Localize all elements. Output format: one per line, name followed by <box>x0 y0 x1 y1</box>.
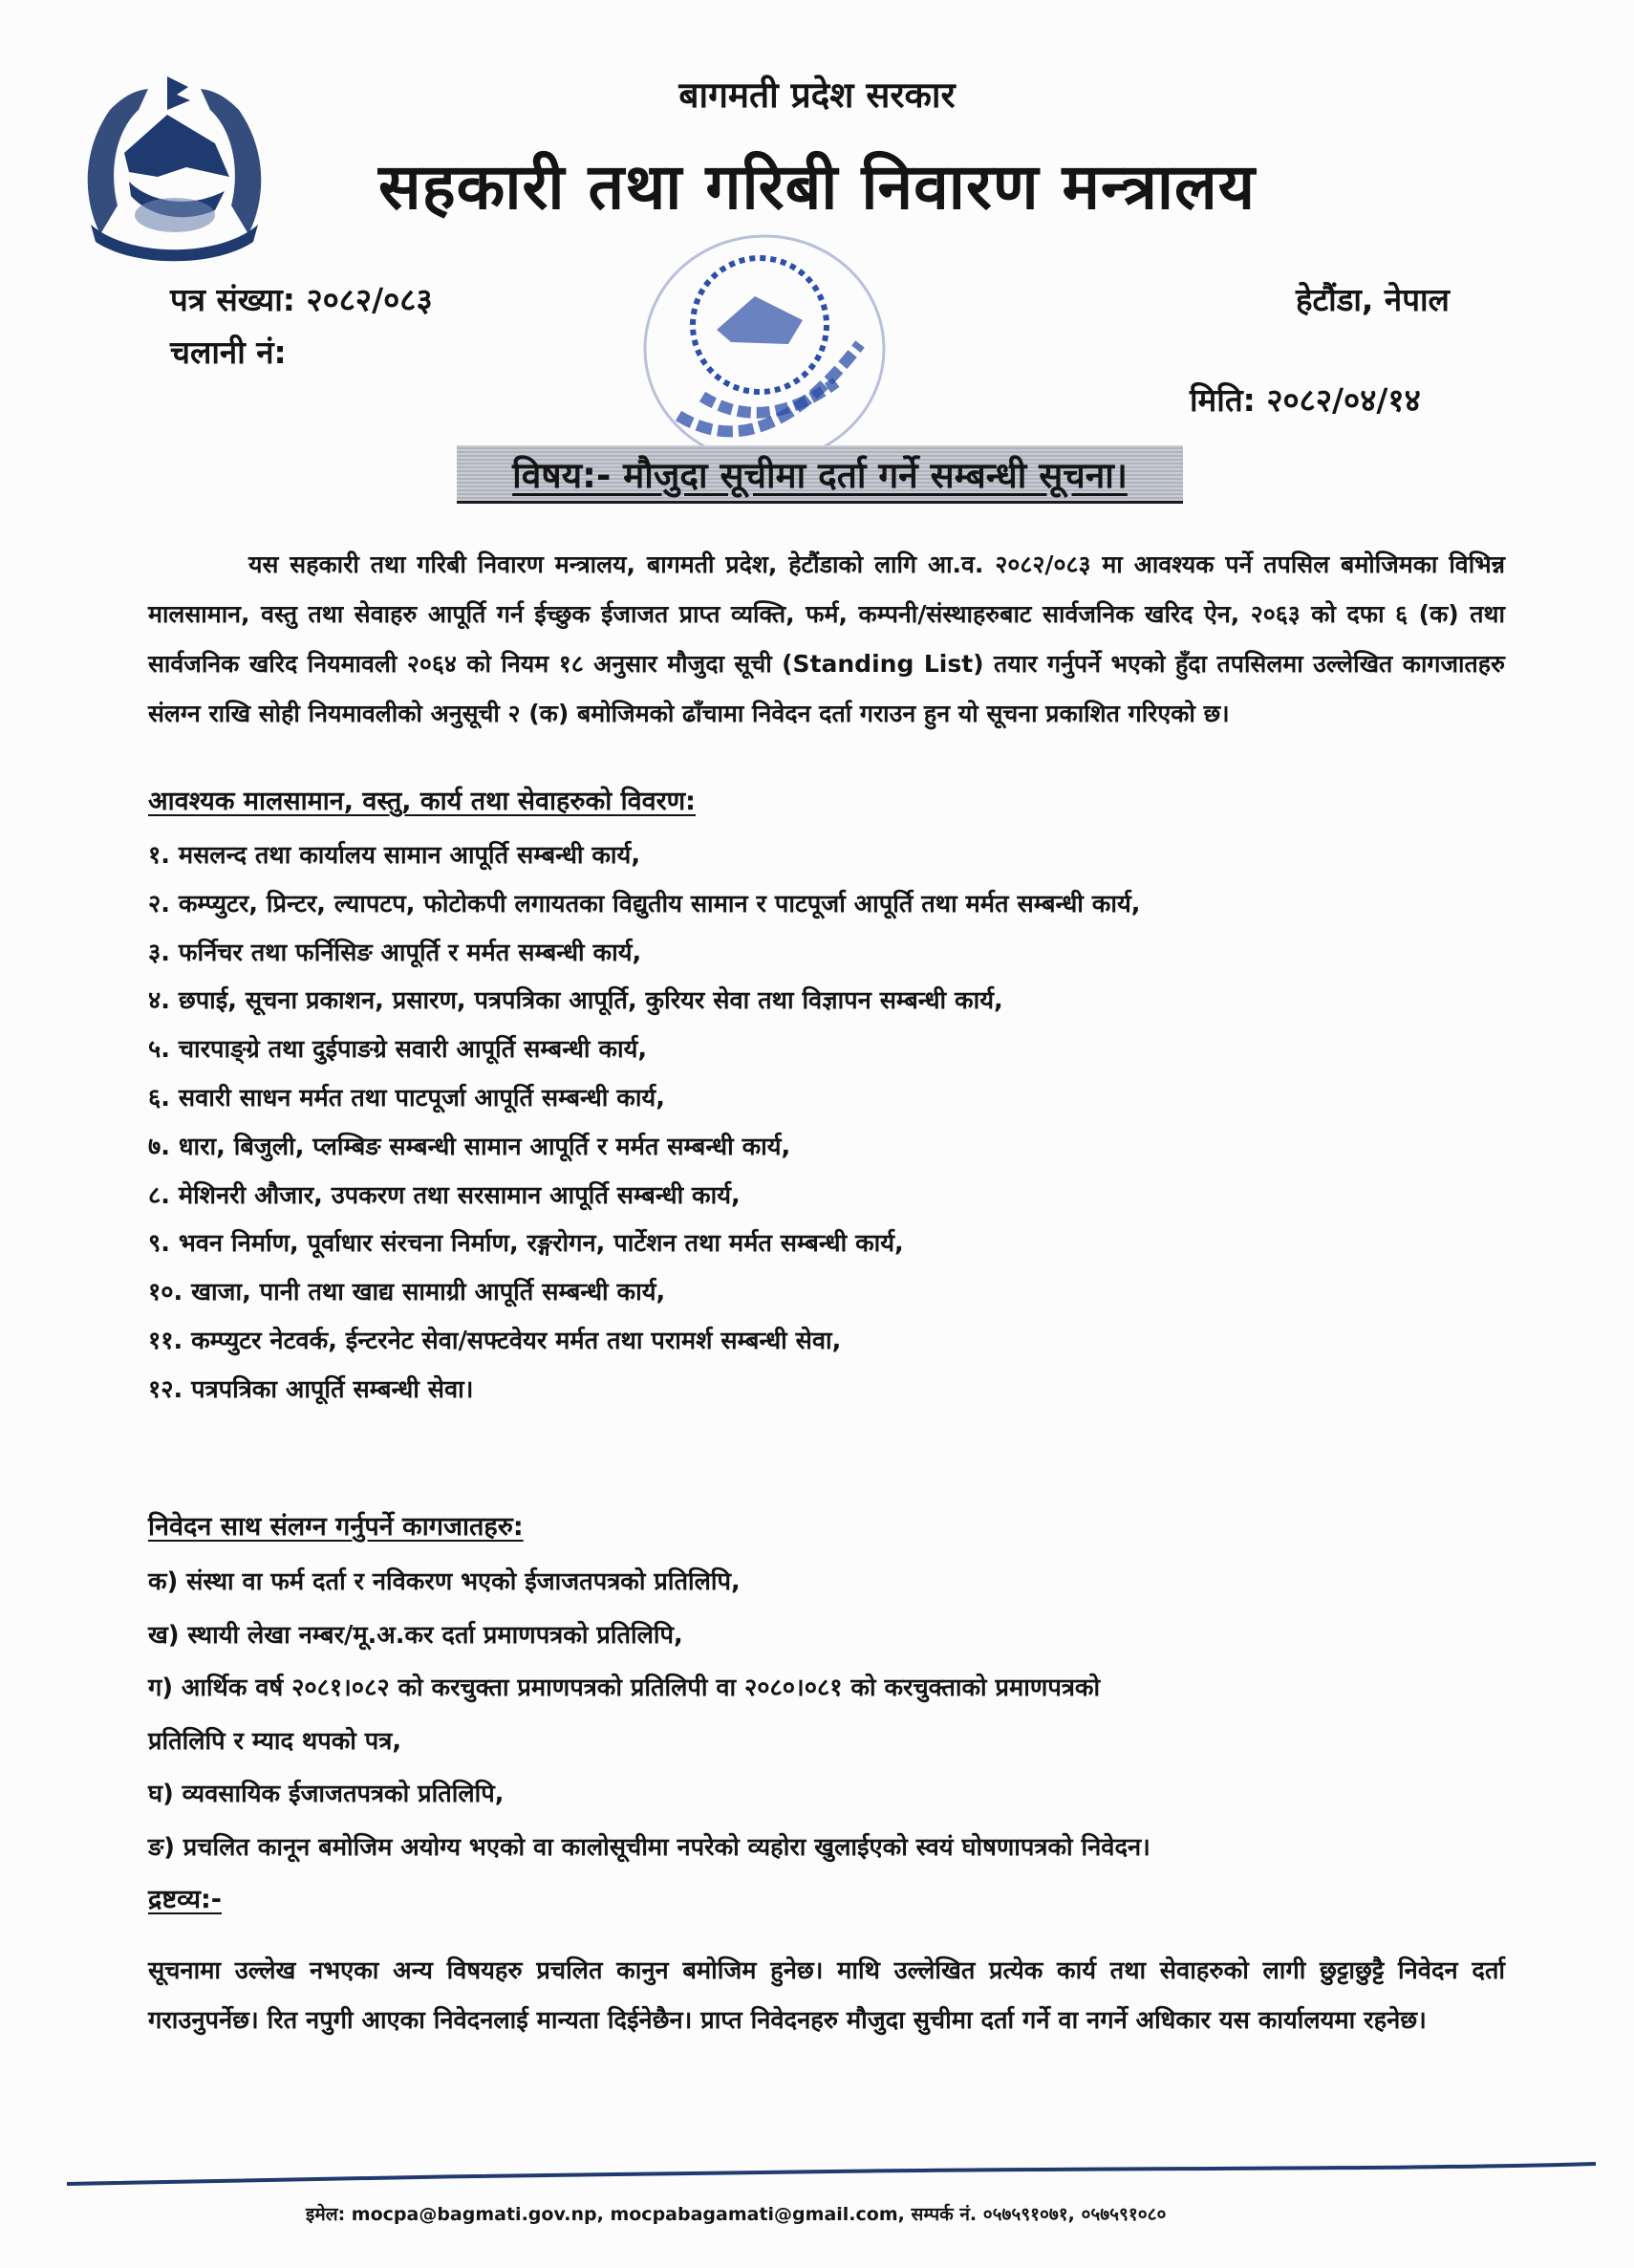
phone-numbers: ०५७५९१०७१, ०५७५९१०८० <box>982 2204 1167 2225</box>
note-heading: द्रष्टव्य:- <box>148 1885 223 1914</box>
documents-heading: निवेदन साथ संलग्न गर्नुपर्ने कागजातहरु: <box>148 1512 524 1542</box>
ministry-name: सहकारी तथा गरिबी निवारण मन्त्रालय <box>377 150 1257 224</box>
footer-contact <box>306 2201 1166 2226</box>
government-name: बागमती प्रदेश सरकार <box>678 75 956 116</box>
office-stamp-icon <box>635 229 893 468</box>
list-item: क) संस्था वा फर्म दर्ता र नविकरण भएको ईजाजतपत्रको प्रतिलिपि, <box>148 1567 741 1596</box>
list-item: ११. कम्प्युटर नेटवर्क, ईन्टरनेट सेवा/सफ्टवेयर मर्मत तथा परामर्श सम्बन्धी सेवा, <box>148 1326 842 1355</box>
list-item: ३. फर्निचर तथा फर्निसिङ आपूर्ति र मर्मत सम्बन्धी कार्य, <box>148 938 642 967</box>
services-heading: आवश्यक मालसामान, वस्तु, कार्य तथा सेवाहरुको विवरण: <box>148 787 696 816</box>
dispatch-number-label: चलानी नं: <box>170 334 287 371</box>
date-value: २०८२/०४/१४ <box>1266 381 1421 419</box>
list-item: ख) स्थायी लेखा नम्बर/मू.अ.कर दर्ता प्रमाणपत्रको प्रतिलिपि, <box>148 1620 683 1650</box>
list-item: ४. छपाई, सूचना प्रकाशन, प्रसारण, पत्रपत्रिका आपूर्ति, कुरियर सेवा तथा विज्ञापन सम्बन्धी कार्य, <box>148 986 1003 1016</box>
email-addresses[interactable]: mocpa@bagmati.gov.np, mocpabagamati@gmail.com, <box>351 2204 905 2225</box>
list-item: ७. धारा, बिजुली, प्लम्बिङ सम्बन्धी सामान आपूर्ति र मर्मत सम्बन्धी कार्य, <box>148 1132 791 1161</box>
list-item: ८. मेशिनरी औजार, उपकरण तथा सरसामान आपूर्ति सम्बन्धी कार्य, <box>148 1180 741 1210</box>
list-item: ६. सवारी साधन मर्मत तथा पाटपूर्जा आपूर्ति सम्बन्धी कार्य, <box>148 1083 665 1112</box>
list-item: १०. खाजा, पानी तथा खाद्य सामाग्री आपूर्ति सम्बन्धी कार्य, <box>148 1278 666 1307</box>
footer-divider <box>67 2160 1596 2189</box>
letter-date <box>1190 378 1421 421</box>
list-item: ग) आर्थिक वर्ष २०८१।०८२ को करचुक्ता प्रमाणपत्रको प्रतिलिपी वा २०८०।०८१ को करचुक्ताको प्रमाणपत्रको <box>148 1674 1101 1702</box>
list-item: प्रतिलिपि र म्याद थपको पत्र, <box>148 1726 402 1756</box>
documents-list <box>148 1556 1524 1874</box>
letter-number-value: २०८२/०८३ <box>306 281 433 318</box>
services-list <box>148 832 1524 1415</box>
list-item: ङ) प्रचलित कानून बमोजिम अयोग्य भएको वा कालोसूचीमा नपरेको व्यहोरा खुलाईएको स्वयं घोषणापत्रको निवेदन। <box>148 1832 1150 1862</box>
list-item: २. कम्प्युटर, प्रिन्टर, ल्यापटप, फोटोकपी लगायतका विद्युतीय सामान र पाटपूर्जा आपूर्ति तथा मर्मत सम्बन्धी कार्य, <box>148 889 1141 918</box>
subject-line: विषय:- मौजुदा सूचीमा दर्ता गर्ने सम्बन्धी सूचना। <box>512 455 1128 496</box>
list-item: १. मसलन्द तथा कार्यालय सामान आपूर्ति सम्बन्धी कार्य, <box>148 841 641 870</box>
list-item: १२. पत्रपत्रिका आपूर्ति सम्बन्धी सेवा। <box>148 1374 474 1404</box>
office-location: हेटौंडा, नेपाल <box>1296 281 1450 318</box>
list-item: घ) व्यवसायिक ईजाजतपत्रको प्रतिलिपि, <box>148 1780 505 1808</box>
contact-label: सम्पर्क नं. <box>911 2204 978 2225</box>
letter-number-label: पत्र संख्या: <box>170 281 295 318</box>
email-label: इमेल: <box>306 2204 346 2225</box>
date-label: मिति: <box>1190 381 1256 419</box>
note-paragraph: सूचनामा उल्लेख नभएका अन्य विषयहरु प्रचलित कानुन बमोजिम हुनेछ। माथि उल्लेखित प्रत्येक कार्य तथा सेवाहरुको लागी छुट्टाछुट्टै निवेदन दर्ता गराउनुपर्नेछ। रित नपुगी आएका निवेदनलाई मान्यता दिईनेछैन। प्राप्त निवेदनहरु मौजुदा सुचीमा दर्ता गर्ने वा नगर्ने अधिकार यस कार्यालयमा रहनेछ। <box>148 1955 1505 2035</box>
list-item: ५. चारपाङ्ग्रे तथा दुईपाङग्रे सवारी आपूर्ति सम्बन्धी कार्य, <box>148 1035 648 1065</box>
list-item: ९. भवन निर्माण, पूर्वाधार संरचना निर्माण, रङ्गरोगन, पार्टेशन तथा मर्मत सम्बन्धी कार्य, <box>148 1229 904 1259</box>
intro-paragraph: यस सहकारी तथा गरिबी निवारण मन्त्रालय, बागमती प्रदेश, हेटौंडाको लागि आ.व. २०८२/०८३ मा आवश्यक पर्ने तपसिल बमोजिमका विभिन्न मालसामान, वस्तु तथा सेवाहरु आपूर्ति गर्न ईच्छुक ईजाजत प्राप्त व्यक्ति, फर्म, कम्पनी/संस्थाहरुबाट सार्वजनिक खरिद ऐन, २०६३ को दफा ६ (क) तथा सार्वजनिक खरिद नियमावली २०६४ को नियम १८ अनुसार मौजुदा सूची (Standing List) तयार गर्नुपर्ने भएको हुँदा तपसिलमा उल्लेखित कागजातहरु संलग्न राखि सोही नियमावलीको अनुसूची २ (क) बमोजिमको ढाँचामा निवेदन दर्ता गराउन हुन यो सूचना प्रकाशित गरिएको छ। <box>148 551 1505 727</box>
letter-number <box>170 277 433 320</box>
